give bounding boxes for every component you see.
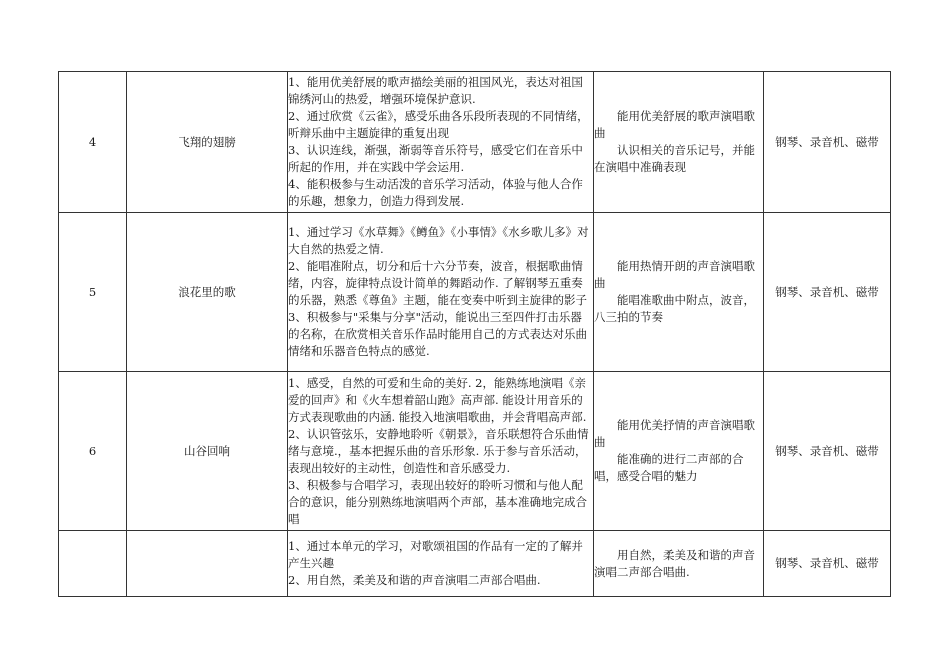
key-point-text: 能唱准歌曲中附点，波音，八三拍的节奏 (594, 293, 755, 324)
goal-text: 2、能唱准附点，切分和后十六分节奏，波音，根据歌曲情绪，内容，旋律特点设计简单的舞蹈动作. 了解钢琴五重奏的乐器，熟悉《尊鱼》主题，能在变奏中听到主旋律的影子 (288, 259, 587, 307)
unit-title-cell: 浪花里的歌 (127, 213, 288, 372)
unit-title-cell: 山谷回响 (127, 372, 288, 531)
teaching-tools-cell: 钢琴、录音机、磁带 (764, 213, 891, 372)
key-point-text: 能用热情开朗的声音演唱歌曲 (594, 259, 755, 290)
goal-text: 1、通过本单元的学习，对歌颂祖国的作品有一定的了解并产生兴趣 (288, 539, 583, 570)
key-point-text: 能准确的进行二声部的合唱，感受合唱的魅力 (594, 452, 744, 483)
goal-text: 1、通过学习《水草舞》《鳟鱼》《小事情》《水乡歌儿多》对大自然的热爱之情. (288, 225, 589, 256)
key-points-cell (594, 213, 764, 372)
key-points-cell (594, 531, 764, 597)
unit-title-cell: 飞翔的翅膀 (127, 72, 288, 213)
teaching-tools-cell: 钢琴、录音机、磁带 (764, 531, 891, 597)
key-points-cell (594, 372, 764, 531)
key-point-text: 用自然，柔美及和谐的声音演唱二声部合唱曲. (594, 547, 755, 579)
key-point-text: 能用优美抒情的声音演唱歌曲 (594, 418, 755, 449)
key-point-text: 认识相关的音乐记号，并能在演唱中准确表现 (594, 143, 755, 174)
goal-text: 3、认识连线，渐强，渐弱等音乐符号，感受它们在音乐中所起的作用，并在实践中学会运用. (288, 143, 583, 174)
unit-number-cell: 4 (59, 72, 127, 213)
unit-title-cell (127, 531, 288, 597)
goal-text: 3、积极参与"采集与分享"活动，能说出三至四件打击乐器的名称，在欣赏相关音乐作品时能用自己的方式表达对乐曲情绪和乐器音色特点的感觉. (288, 310, 587, 358)
unit-goals-cell (288, 372, 594, 531)
table-row (59, 72, 891, 213)
key-points-cell (594, 72, 764, 213)
goal-text: 1、能用优美舒展的歌声描绘美丽的祖国风光，表达对祖国锦绣河山的热爱，增强环境保护意识. (288, 75, 583, 106)
lesson-plan-table (58, 71, 891, 597)
teaching-tools-cell: 钢琴、录音机、磁带 (764, 72, 891, 213)
goal-text: 2、用自然，柔美及和谐的声音演唱二声部合唱曲. (288, 573, 541, 587)
key-point-text: 能用优美舒展的歌声演唱歌曲 (594, 109, 755, 140)
table-row (59, 213, 891, 372)
table-row (59, 372, 891, 531)
unit-number-cell (59, 531, 127, 597)
unit-number-cell: 6 (59, 372, 127, 531)
teaching-tools-cell: 钢琴、录音机、磁带 (764, 372, 891, 531)
goal-text: 3、积极参与合唱学习，表现出较好的聆听习惯和与他人配合的意识，能分别熟练地演唱两个声部，基本准确地完成合唱 (288, 477, 587, 526)
goal-text: 2、通过欣赏《云雀》，感受乐曲各乐段所表现的不同情绪，听辩乐曲中主题旋律的重复出现 (288, 109, 589, 140)
table-row (59, 531, 891, 597)
goal-text: 1、感受，自然的可爱和生命的美好. 2，能熟练地演唱《亲爱的回声》和《火车想着韶山跑》高声部. 能设计用音乐的方式表现歌曲的内涵. 能投入地演唱歌曲，并会背唱高声部. (288, 375, 587, 424)
goal-text: 2、认识管弦乐，安静地聆听《朝景》，音乐联想符合乐曲情绪与意境.，基本把握乐曲的音乐形象. 乐于参与音乐活动，表现出较好的主动性，创造性和音乐感受力. (288, 426, 589, 475)
unit-goals-cell (288, 72, 594, 213)
unit-goals-cell (288, 531, 594, 597)
unit-goals-cell (288, 213, 594, 372)
unit-number-cell: 5 (59, 213, 127, 372)
goal-text: 4、能积极参与生动活泼的音乐学习活动，体验与他人合作的乐趣，想象力，创造力得到发展. (288, 177, 583, 208)
